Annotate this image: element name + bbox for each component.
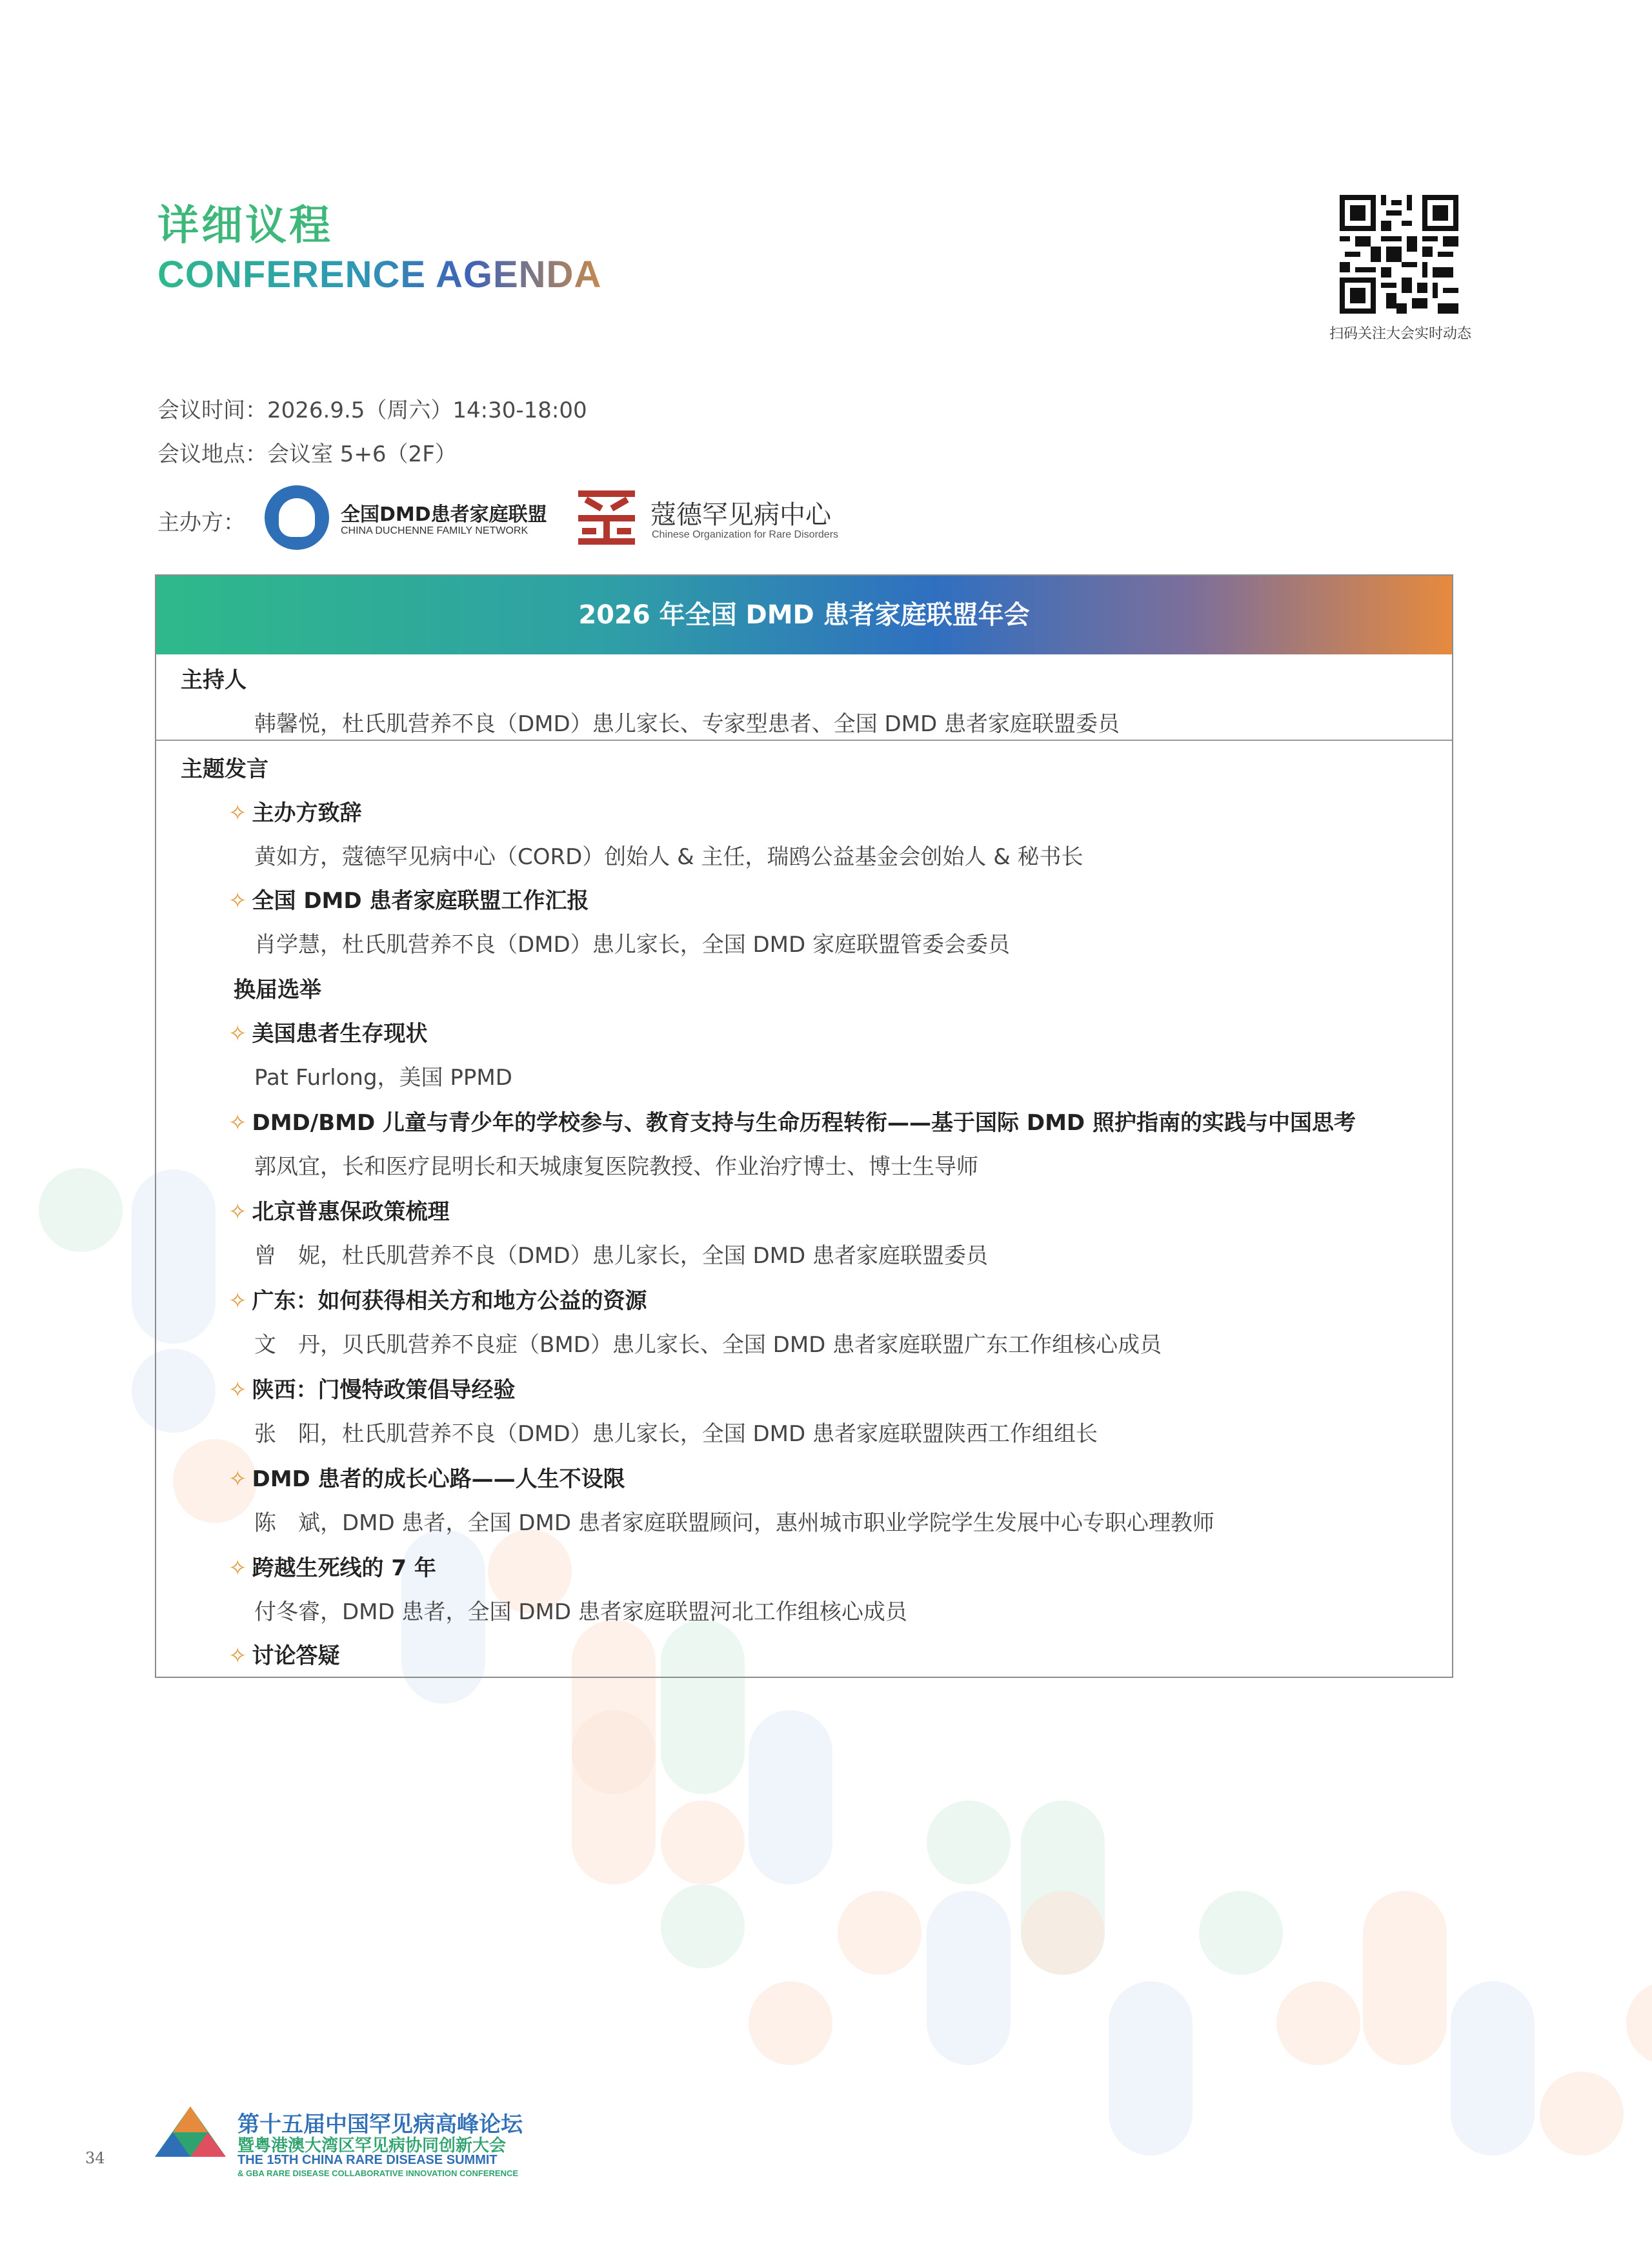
decorative-shape bbox=[1109, 1981, 1193, 2156]
diamond-bullet-icon: ✧ bbox=[228, 1643, 247, 1669]
decorative-shape bbox=[572, 1710, 656, 1884]
diamond-bullet-icon: ✧ bbox=[228, 1377, 247, 1403]
organizer-name-cn: 蔻德罕见病中心 bbox=[650, 500, 831, 530]
decorative-shape bbox=[1021, 1891, 1105, 1975]
organizer-name-cn: 全国DMD患者家庭联盟 bbox=[341, 503, 547, 526]
diamond-bullet-icon: ✧ bbox=[228, 1555, 247, 1581]
agenda-item: ✧ 主办方致辞 bbox=[228, 800, 362, 826]
organizer-logo-dmd bbox=[265, 485, 547, 550]
summit-name-en: THE 15TH CHINA RARE DISEASE SUMMIT bbox=[237, 2153, 498, 2167]
agenda-item: ✧ 讨论答疑 bbox=[228, 1643, 340, 1669]
page-title: 详细议程 bbox=[157, 202, 333, 250]
summit-subname-cn: 暨粤港澳大湾区罕见病协同创新大会 bbox=[237, 2136, 507, 2156]
agenda-item: ✧ DMD/BMD 儿童与青少年的学校参与、教育支持与生命历程转衔——基于国际 DMD 照护指南的实践与中国思考 bbox=[228, 1110, 1356, 1136]
agenda-speaker: 黄如方，蔻德罕见病中心（CORD）创始人 & 主任，瑞鸥公益基金会创始人 & 秘书长 bbox=[254, 844, 1083, 870]
diamond-bullet-icon: ✧ bbox=[228, 1199, 247, 1225]
host-label: 主持人 bbox=[181, 667, 247, 693]
summit-name-cn: 第十五届中国罕见病高峰论坛 bbox=[237, 2112, 523, 2137]
summit-subname-en: & GBA RARE DISEASE COLLABORATIVE INNOVATION CONFERENCE bbox=[237, 2168, 519, 2178]
cord-logo-icon bbox=[578, 489, 635, 546]
decorative-shape bbox=[1276, 1981, 1360, 2065]
decorative-shape bbox=[749, 1710, 832, 1884]
agenda-table bbox=[155, 574, 1453, 1678]
decorative-shape bbox=[927, 1891, 1011, 2065]
decorative-shape bbox=[1199, 1891, 1283, 1975]
summit-triangle-icon bbox=[155, 2106, 226, 2171]
agenda-speaker: 郭凤宜，长和医疗昆明长和天城康复医院教授、作业治疗博士、博士生导师 bbox=[254, 1154, 978, 1180]
agenda-item: ✧ 跨越生死线的 7 年 bbox=[228, 1555, 436, 1581]
diamond-bullet-icon: ✧ bbox=[228, 1110, 247, 1136]
organizer-logo-cord bbox=[578, 489, 862, 551]
duck-logo-icon bbox=[265, 485, 329, 550]
agenda-speaker: Pat Furlong，美国 PPMD bbox=[254, 1065, 512, 1091]
section-label: 主题发言 bbox=[181, 756, 268, 782]
decorative-shape bbox=[661, 1884, 745, 1968]
organizer-name-en: CHINA DUCHENNE FAMILY NETWORK bbox=[341, 525, 529, 536]
agenda-item: ✧ 美国患者生存现状 bbox=[228, 1021, 428, 1047]
meeting-location: 会议地点：会议室 5+6（2F） bbox=[157, 441, 457, 467]
diamond-bullet-icon: ✧ bbox=[228, 888, 247, 914]
decorative-shape bbox=[1626, 1981, 1652, 2065]
page-number: 34 bbox=[85, 2149, 105, 2167]
agenda-speaker: 张 阳，杜氏肌营养不良（DMD）患儿家长，全国 DMD 患者家庭联盟陕西工作组组长 bbox=[254, 1421, 1098, 1447]
organizer-label: 主办方： bbox=[157, 510, 245, 536]
agenda-heading: 2026 年全国 DMD 患者家庭联盟年会 bbox=[156, 576, 1452, 654]
agenda-speaker: 文 丹，贝氏肌营养不良症（BMD）患儿家长、全国 DMD 患者家庭联盟广东工作组核心成员 bbox=[254, 1332, 1162, 1358]
agenda-item: ✧ 全国 DMD 患者家庭联盟工作汇报 bbox=[228, 888, 589, 914]
qr-caption: 扫码关注大会实时动态 bbox=[1329, 326, 1471, 342]
organizer-name-en: Chinese Organization for Rare Disorders bbox=[652, 529, 839, 540]
agenda-speaker: 肖学慧，杜氏肌营养不良（DMD）患儿家长，全国 DMD 家庭联盟管委会委员 bbox=[254, 932, 1011, 958]
agenda-item: ✧ 广东：如何获得相关方和地方公益的资源 bbox=[228, 1288, 647, 1314]
decorative-shape bbox=[1540, 2072, 1624, 2156]
agenda-item: ✧ 陕西：门慢特政策倡导经验 bbox=[228, 1377, 516, 1403]
diamond-bullet-icon: ✧ bbox=[228, 1021, 247, 1047]
agenda-item: ✧ DMD 患者的成长心路——人生不设限 bbox=[228, 1466, 625, 1492]
page-subtitle: CONFERENCE AGENDA bbox=[157, 254, 602, 296]
diamond-bullet-icon: ✧ bbox=[228, 800, 247, 826]
diamond-bullet-icon: ✧ bbox=[228, 1288, 247, 1314]
divider bbox=[156, 740, 1452, 741]
decorative-shape bbox=[661, 1801, 745, 1884]
decorative-shape bbox=[1451, 1981, 1535, 2156]
qr-code-icon bbox=[1340, 195, 1458, 314]
decorative-shape bbox=[927, 1801, 1011, 1884]
decorative-shape bbox=[39, 1168, 123, 1252]
diamond-bullet-icon: ✧ bbox=[228, 1466, 247, 1492]
decorative-shape bbox=[749, 1981, 832, 2065]
agenda-speaker: 付冬睿，DMD 患者，全国 DMD 患者家庭联盟河北工作组核心成员 bbox=[254, 1599, 907, 1625]
decorative-shape bbox=[1363, 1891, 1447, 2065]
agenda-item: 换届选举 bbox=[234, 977, 321, 1003]
decorative-shape bbox=[838, 1891, 922, 1975]
agenda-speaker: 曾 妮，杜氏肌营养不良（DMD）患儿家长，全国 DMD 患者家庭联盟委员 bbox=[254, 1243, 989, 1269]
meeting-time: 会议时间：2026.9.5（周六）14:30-18:00 bbox=[157, 398, 587, 423]
agenda-item: ✧ 北京普惠保政策梳理 bbox=[228, 1199, 450, 1225]
host-name: 韩馨悦，杜氏肌营养不良（DMD）患儿家长、专家型患者、全国 DMD 患者家庭联盟委员 bbox=[254, 711, 1120, 737]
agenda-speaker: 陈 斌，DMD 患者，全国 DMD 患者家庭联盟顾问，惠州城市职业学院学生发展中心专职心理教师 bbox=[254, 1510, 1214, 1536]
summit-logo bbox=[155, 2106, 555, 2177]
